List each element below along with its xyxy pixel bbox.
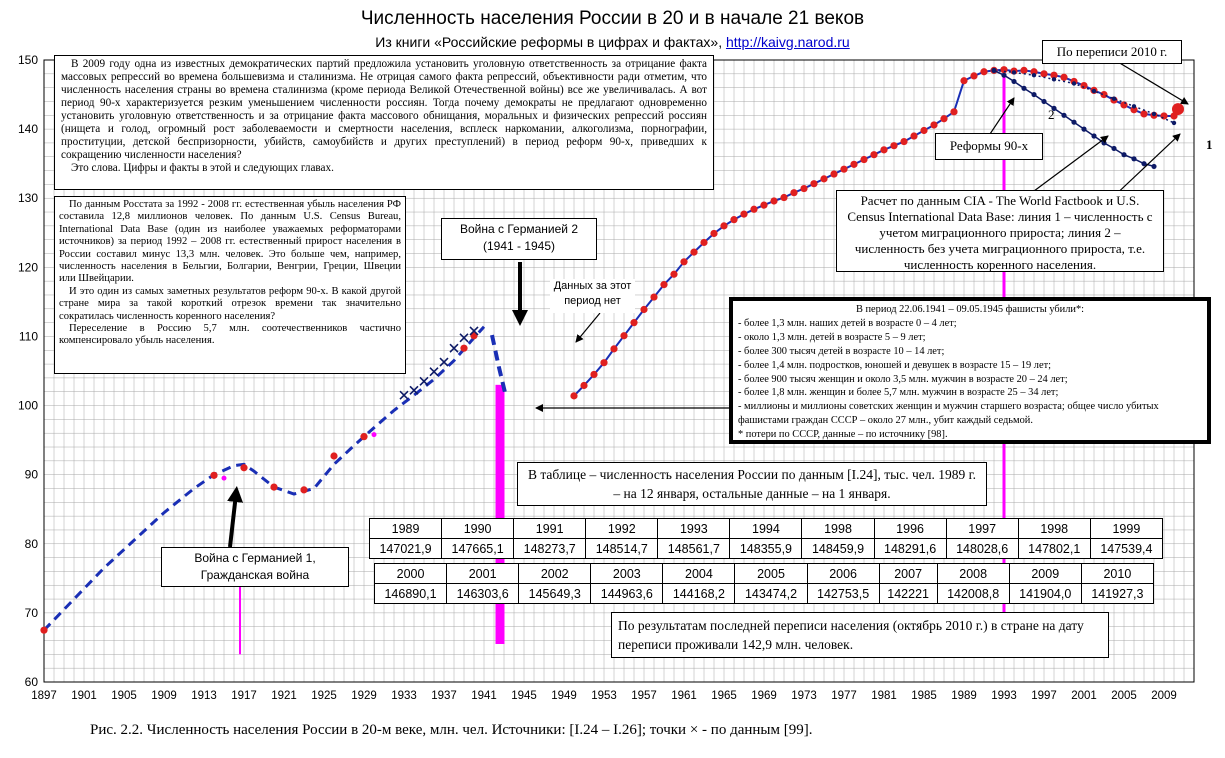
war-losses-line: - более 1,4 млн. подростков, юношей и девушек в возрасте 15 – 19 лет; xyxy=(738,359,1052,371)
x-tick-label: 1933 xyxy=(391,690,417,702)
figure-caption: Рис. 2.2. Численность населения России в 20-м веке, млн. чел. Источники: [I.24 – I.26]; точки × - по данным [99]. xyxy=(90,722,813,738)
x-tick-label: 1989 xyxy=(951,690,977,702)
table-row-values xyxy=(375,584,1154,604)
x-tick-label: 1925 xyxy=(311,690,337,702)
y-tick-label: 140 xyxy=(17,122,38,137)
table-cell-value: 145649,3 xyxy=(519,584,591,604)
data-point-red xyxy=(900,138,907,145)
table-cell-value: 147665,1 xyxy=(442,539,514,559)
data-point-line-1 xyxy=(1012,70,1016,74)
data-point-red xyxy=(850,161,857,168)
data-point-line-1 xyxy=(1072,81,1076,85)
war1-label-line-1: Война с Германией 1, xyxy=(194,551,316,565)
y-tick-label: 80 xyxy=(24,536,38,551)
table-cell-value: 141927,3 xyxy=(1081,584,1153,604)
table-cell-value: 142753,5 xyxy=(807,584,879,604)
data-point-red xyxy=(1080,82,1087,89)
nodata-label-line-1: Данных за этот xyxy=(553,280,632,292)
nodata-label-line-2: период нет xyxy=(564,295,621,307)
x-tick-label: 1909 xyxy=(151,690,177,702)
x-tick-label: 1993 xyxy=(991,690,1017,702)
war2-label-line-2: (1941 - 1945) xyxy=(482,239,556,253)
table-cell-year: 2007 xyxy=(879,564,937,584)
data-point-red xyxy=(940,115,947,122)
data-point-red xyxy=(880,146,887,153)
x-tick-label: 1941 xyxy=(471,690,497,702)
war-losses-line: - более 1,8 млн. женщин и более 5,7 млн. мужчин в возрасте 25 – 34 лет; xyxy=(738,387,1059,399)
table-cell-year: 1996 xyxy=(874,519,946,539)
data-point-red xyxy=(600,359,607,366)
x-tick-label: 1921 xyxy=(271,690,297,702)
table-cell-year: 2003 xyxy=(591,564,663,584)
table-cell-value: 141904,0 xyxy=(1009,584,1081,604)
data-point-red xyxy=(920,127,927,134)
data-point-red xyxy=(700,239,707,246)
data-point-line-2 xyxy=(1101,140,1106,145)
table-cell-year: 1992 xyxy=(586,519,658,539)
data-point-line-2 xyxy=(1151,164,1156,169)
data-point-red xyxy=(790,189,797,196)
data-point-red xyxy=(1040,70,1047,77)
annotation-arrow xyxy=(1118,62,1188,104)
y-tick-label: 120 xyxy=(17,260,38,275)
data-point-red xyxy=(830,170,837,177)
table-cell-year: 1997 xyxy=(946,519,1018,539)
data-point-red xyxy=(980,68,987,75)
annotation-arrow xyxy=(990,98,1014,134)
data-point-red xyxy=(960,77,967,84)
table-cell-value: 146890,1 xyxy=(375,584,447,604)
x-tick-label: 1961 xyxy=(671,690,697,702)
war-losses-box xyxy=(729,297,1211,444)
data-point-red xyxy=(810,180,817,187)
data-point-line-2 xyxy=(1091,133,1096,138)
y-tick-label: 60 xyxy=(24,675,38,689)
population-table-2000-2010 xyxy=(374,563,1154,604)
data-point-red xyxy=(330,452,337,459)
data-point-red xyxy=(680,258,687,265)
annotation-arrow xyxy=(576,313,600,342)
y-tick-label: 70 xyxy=(24,605,38,620)
subtitle-text: Из книги «Российские реформы в цифрах и фактах», xyxy=(375,34,723,50)
data-point-red xyxy=(890,142,897,149)
data-point-red xyxy=(1140,110,1147,117)
rosstat-text-box xyxy=(54,196,406,374)
data-point-line-2 xyxy=(991,68,996,73)
data-point-line-2 xyxy=(1041,99,1046,104)
chart-title: Численность населения России в 20 и в начале 21 веков xyxy=(360,8,865,29)
table-cell-year: 1993 xyxy=(658,519,730,539)
data-point-red xyxy=(910,132,917,139)
x-tick-label: 1917 xyxy=(231,690,257,702)
data-point-red xyxy=(770,197,777,204)
table-cell-value: 148459,9 xyxy=(802,539,874,559)
data-point-red xyxy=(690,249,697,256)
table-row-years xyxy=(370,519,1163,539)
site-link[interactable]: http://kaivg.narod.ru xyxy=(725,34,850,50)
census-note-box: По результатам последней переписи населения (октябрь 2010 г.) в стране на дату переписи проживали 142,9 млн. человек. xyxy=(611,612,1109,658)
intro-paragraph-2: Это слова. Цифры и факты в этой и следующих главах. xyxy=(71,162,334,174)
war-losses-line: - более 1,3 млн. наших детей в возрасте 0 – 4 лет; xyxy=(738,317,957,329)
data-point-line-1 xyxy=(1172,121,1176,125)
table-note-box: В таблице – численность населения России по данным [I.24], тыс. чел. 1989 г. – на 12 января, остальные данные – на 1 января. xyxy=(517,462,987,506)
x-tick-label: 1913 xyxy=(191,690,217,702)
data-point-red xyxy=(620,332,627,339)
table-cell-value: 148273,7 xyxy=(514,539,586,559)
data-point-red xyxy=(950,108,957,115)
data-point-line-2 xyxy=(1031,92,1036,97)
table-cell-year: 2005 xyxy=(735,564,807,584)
data-point-red xyxy=(650,293,657,300)
table-cell-year: 2004 xyxy=(663,564,735,584)
data-point-magenta xyxy=(222,476,227,481)
data-point-line-1 xyxy=(1112,97,1116,101)
table-cell-value: 142221 xyxy=(879,584,937,604)
table-cell-value: 148028,6 xyxy=(946,539,1018,559)
data-point-line-1 xyxy=(1132,104,1136,108)
data-point-red xyxy=(360,433,367,440)
data-point-line-1 xyxy=(1032,73,1036,77)
data-point-red xyxy=(870,151,877,158)
data-point-red xyxy=(460,345,467,352)
y-tick-label: 150 xyxy=(17,53,38,67)
table-cell-value: 148355,9 xyxy=(730,539,802,559)
table-cell-value: 144168,2 xyxy=(663,584,735,604)
data-point-line-1 xyxy=(1152,112,1156,116)
x-tick-label: 2005 xyxy=(1111,690,1137,702)
data-point-red xyxy=(740,211,747,218)
war-losses-header: В период 22.06.1941 – 09.05.1945 фашисты убили*: xyxy=(855,304,1085,315)
x-tick-label: 2001 xyxy=(1071,690,1097,702)
data-point-line-1 xyxy=(1092,89,1096,93)
event-bar xyxy=(496,385,505,644)
table-cell-year: 2006 xyxy=(807,564,879,584)
data-point-red xyxy=(40,627,47,634)
data-point-red xyxy=(720,222,727,229)
data-point-red xyxy=(800,185,807,192)
data-point-line-2 xyxy=(1071,120,1076,125)
table-cell-value: 143474,2 xyxy=(735,584,807,604)
x-tick-label: 1981 xyxy=(871,690,897,702)
table-row-years xyxy=(375,564,1154,584)
data-point-red xyxy=(240,464,247,471)
table-cell-year: 1998 xyxy=(802,519,874,539)
data-point-red xyxy=(1060,74,1067,81)
war-losses-line: - более 900 тысяч женщин и около 3,5 млн. мужчин в возрасте 20 – 24 лет; xyxy=(738,373,1068,385)
data-point-red xyxy=(640,306,647,313)
data-point-red xyxy=(820,175,827,182)
data-point-line-2 xyxy=(1111,146,1116,151)
war-losses-line: - около 1,3 млн. детей в возрасте 5 – 9 лет; xyxy=(738,331,926,343)
census-2010-point xyxy=(1172,103,1184,115)
table-cell-year: 1998 xyxy=(1018,519,1090,539)
table-cell-value: 147802,1 xyxy=(1018,539,1090,559)
table-cell-value: 147539,4 xyxy=(1090,539,1162,559)
rosstat-paragraph-3: Переселение в Россию 5,7 млн. соотечественников частично компенсировало убыль населения. xyxy=(59,323,401,347)
table-cell-value: 148291,6 xyxy=(874,539,946,559)
y-tick-label: 90 xyxy=(24,467,38,482)
table-cell-year: 1994 xyxy=(730,519,802,539)
data-point-red xyxy=(1020,67,1027,74)
table-cell-value: 144963,6 xyxy=(591,584,663,604)
data-point-red xyxy=(1160,112,1167,119)
table-cell-year: 2002 xyxy=(519,564,591,584)
table-cell-value: 147021,9 xyxy=(370,539,442,559)
war-losses-line: - более 300 тысяч детей в возрасте 10 – 14 лет; xyxy=(738,345,945,357)
table-cell-year: 1991 xyxy=(514,519,586,539)
y-tick-label: 100 xyxy=(17,398,38,413)
data-point-magenta xyxy=(372,432,377,437)
war2-label-line-1: Война с Германией 2 xyxy=(459,222,579,236)
table-cell-value: 148514,7 xyxy=(586,539,658,559)
table-cell-year: 2001 xyxy=(447,564,519,584)
x-tick-label: 1949 xyxy=(551,690,577,702)
x-tick-label: 1953 xyxy=(591,690,617,702)
x-tick-label: 1969 xyxy=(751,690,777,702)
war2-label xyxy=(441,218,597,260)
data-point-red xyxy=(730,216,737,223)
x-tick-label: 2009 xyxy=(1151,690,1177,702)
line-1-label: 1 xyxy=(1206,137,1213,152)
data-point-line-2 xyxy=(1081,127,1086,132)
x-tick-label: 1929 xyxy=(351,690,377,702)
data-point-red xyxy=(750,206,757,213)
data-point-line-2 xyxy=(1021,86,1026,91)
x-tick-label: 1897 xyxy=(31,690,57,702)
x-tick-label: 1977 xyxy=(831,690,857,702)
rosstat-paragraph-2: И это один из самых заметных результатов реформ 90-х. В какой другой стране мира за такой короткий отрезок времени так значительно сократилась численность коренного населения? xyxy=(59,285,401,322)
x-tick-label: 1973 xyxy=(791,690,817,702)
cia-note-box: Расчет по данным CIA - The World Factbook и U.S. Census International Data Base: линия 1 – численность с учетом миграционного прироста; линия 2 – численность без учета миграционного прироста, т.е. численность коренного населения. xyxy=(836,190,1164,272)
data-point-red xyxy=(660,281,667,288)
data-point-line-2 xyxy=(1001,73,1006,78)
table-cell-year: 1989 xyxy=(370,519,442,539)
x-tick-label: 1965 xyxy=(711,690,737,702)
annotation-arrow-bold xyxy=(230,494,236,547)
x-tick-label: 1945 xyxy=(511,690,537,702)
intro-paragraph-1: В 2009 году одна из известных демократических партий предложила установить уголовную ответственность за отрицание факта массовых репрессий во времена большевизма и сталинизма. Не отрицая самого факта репрессий, объективности ради отметим, что численность населения страны во времена сталинизма (кроме периода Великой Отечественной войны) все же увеличивалась. А вот период 90-х характеризуется резким уменьшением численности россиян. Тогда почему демократы не предлагают одновременно установить уголовную ответственность и за отрицание факта массового обнищания, моральных и физических репрессий россиян (нищета и голод, огромный рост заболеваемости и смертности населения, всплеск наркомании, алкоголизма, порнографии, проституции, детской беспризорности, убийств, самоубийств и других преступлений) в период реформ 90-х, приведших к сокращению численности населения? xyxy=(61,58,707,161)
data-point-red xyxy=(580,382,587,389)
x-tick-label: 1905 xyxy=(111,690,137,702)
table-cell-year: 2009 xyxy=(1009,564,1081,584)
data-point-line-2 xyxy=(1121,152,1126,157)
rosstat-paragraph-1: По данным Росстата за 1992 - 2008 гг. естественная убыль населения РФ составила 12,8 миллионов человек. По данным U.S. Census Bureau, International Data Base (один из наиболее уважаемых реформаторами источников) за период 1992 – 2008 гг. естественный прирост населения в России составил минус 13,3 млн. человек. Это больше чем, например, численность населения в Бельгии, Болгарии, Венгрии, Греции, Швеции или Швейцарии. xyxy=(59,199,401,285)
data-point-red xyxy=(710,230,717,237)
x-tick-label: 1937 xyxy=(431,690,457,702)
table-cell-year: 1999 xyxy=(1090,519,1162,539)
war1-label-line-2: Гражданская война xyxy=(200,568,310,582)
data-point-red xyxy=(300,486,307,493)
x-tick-label: 1985 xyxy=(911,690,937,702)
table-row-values xyxy=(370,539,1163,559)
reforms-label: Реформы 90-х xyxy=(935,133,1043,160)
x-tick-label: 1997 xyxy=(1031,690,1057,702)
intro-text-box xyxy=(54,55,714,190)
table-cell-value: 142008,8 xyxy=(937,584,1009,604)
data-point-red xyxy=(970,72,977,79)
x-tick-label: 1957 xyxy=(631,690,657,702)
line-2-label: 2 xyxy=(1048,107,1055,122)
data-point-red xyxy=(210,472,217,479)
data-point-red xyxy=(630,319,637,326)
y-tick-label: 110 xyxy=(18,329,38,344)
war-losses-line: * потери по СССР, данные – по источнику [98]. xyxy=(738,429,948,441)
data-point-red xyxy=(930,121,937,128)
census-2010-label: По переписи 2010 г. xyxy=(1042,40,1182,64)
data-point-line-2 xyxy=(1011,79,1016,84)
data-point-red xyxy=(860,156,867,163)
data-point-red xyxy=(1000,66,1007,73)
data-point-line-1 xyxy=(1052,77,1056,81)
data-point-red xyxy=(570,392,577,399)
war1-label xyxy=(161,547,349,587)
data-point-red xyxy=(270,484,277,491)
data-point-red xyxy=(1120,101,1127,108)
table-cell-year: 2008 xyxy=(937,564,1009,584)
data-point-red xyxy=(670,271,677,278)
data-point-red xyxy=(590,371,597,378)
population-table-1989-1999 xyxy=(369,518,1163,559)
table-cell-year: 2000 xyxy=(375,564,447,584)
data-point-red xyxy=(840,166,847,173)
data-point-line-2 xyxy=(1131,156,1136,161)
table-cell-value: 146303,6 xyxy=(447,584,519,604)
nodata-label xyxy=(550,279,635,313)
table-cell-year: 2010 xyxy=(1081,564,1153,584)
x-tick-label: 1901 xyxy=(71,690,97,702)
data-point-line-2 xyxy=(1061,113,1066,118)
y-tick-label: 130 xyxy=(17,191,38,206)
table-cell-value: 148561,7 xyxy=(658,539,730,559)
data-point-red xyxy=(610,345,617,352)
data-point-red xyxy=(780,194,787,201)
table-cell-year: 1990 xyxy=(442,519,514,539)
war-losses-line: - миллионы и миллионы советских женщин и мужчин старшего возраста; общее число убитых фашистами граждан СССР – около 27 млн., убит каждый седьмой. xyxy=(738,401,1159,427)
data-point-red xyxy=(760,202,767,209)
